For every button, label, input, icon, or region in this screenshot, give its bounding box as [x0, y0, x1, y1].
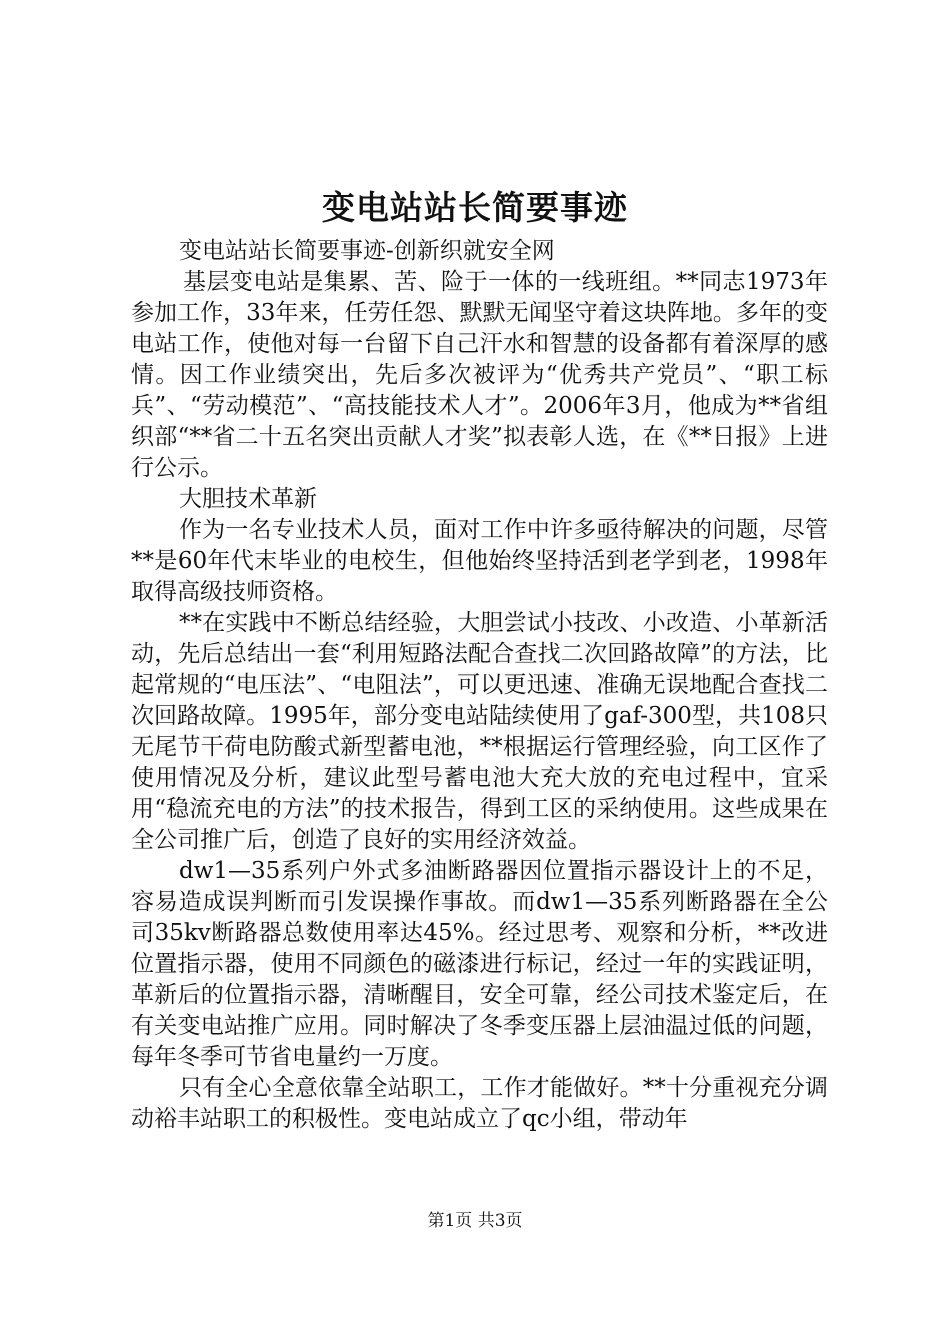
- section-heading: 大胆技术革新: [179, 486, 317, 512]
- body-paragraph: 只有全心全意依靠全站职工，工作才能做好。**十分重视充分调动裕丰站职工的积极性。变电站成立了qc小组，带动年: [131, 1075, 828, 1132]
- body-paragraph: 作为一名专业技术人员，面对工作中许多亟待解决的问题，尽管**是60年代末毕业的电校生，但他始终坚持活到老学到老，1998年取得高级技师资格。: [131, 517, 828, 605]
- document-title: 变电站站长简要事迹: [322, 188, 628, 227]
- page-number-footer: 第1页 共3页: [427, 1211, 523, 1231]
- subtitle-paragraph: 变电站站长简要事迹-创新织就安全网: [179, 238, 555, 264]
- body-paragraph: dw1—35系列户外式多油断路器因位置指示器设计上的不足，容易造成误判断而引发误操作事故。而dw1—35系列断路器在全公司35kv断路器总数使用率达45%。经过思考、观察和分析，**改进位置指示器，使用不同颜色的磁漆进行标记，经过一年的实践证明，革新后的位置指示器，清晰醒目，安全可靠，经公司技术鉴定后，在有关变电站推广应用。同时解决了冬季变压器上层油温过低的问题，每年冬季可节省电量约一万度。: [131, 858, 828, 1070]
- body-paragraph: **在实践中不断总结经验，大胆尝试小技改、小改造、小革新活动，先后总结出一套“利用短路法配合查找二次回路故障”的方法，比起常规的“电压法”、“电阻法”，可以更迅速、准确无误地配合查找二次回路故障。1995年，部分变电站陆续使用了gaf-300型，共108只无尾节干荷电防酸式新型蓄电池，**根据运行管理经验，向工区作了使用情况及分析，建议此型号蓄电池大充大放的充电过程中，宜采用“稳流充电的方法”的技术报告，得到工区的采纳使用。这些成果在全公司推广后，创造了良好的实用经济效益。: [131, 610, 828, 853]
- document-body: [131, 236, 828, 1135]
- body-paragraph: 基层变电站是集累、苦、险于一体的一线班组。**同志1973年参加工作，33年来，任劳任怨、默默无闻坚守着这块阵地。多年的变电站工作，使他对每一台留下自己汗水和智慧的设备都有着深厚的感情。因工作业绩突出，先后多次被评为“优秀共产党员”、“职工标兵”、“劳动模范”、“高技能技术人才”。2006年3月，他成为**省组织部“**省二十五名突出贡献人才奖”拟表彰人选，在《**日报》上进行公示。: [131, 269, 828, 481]
